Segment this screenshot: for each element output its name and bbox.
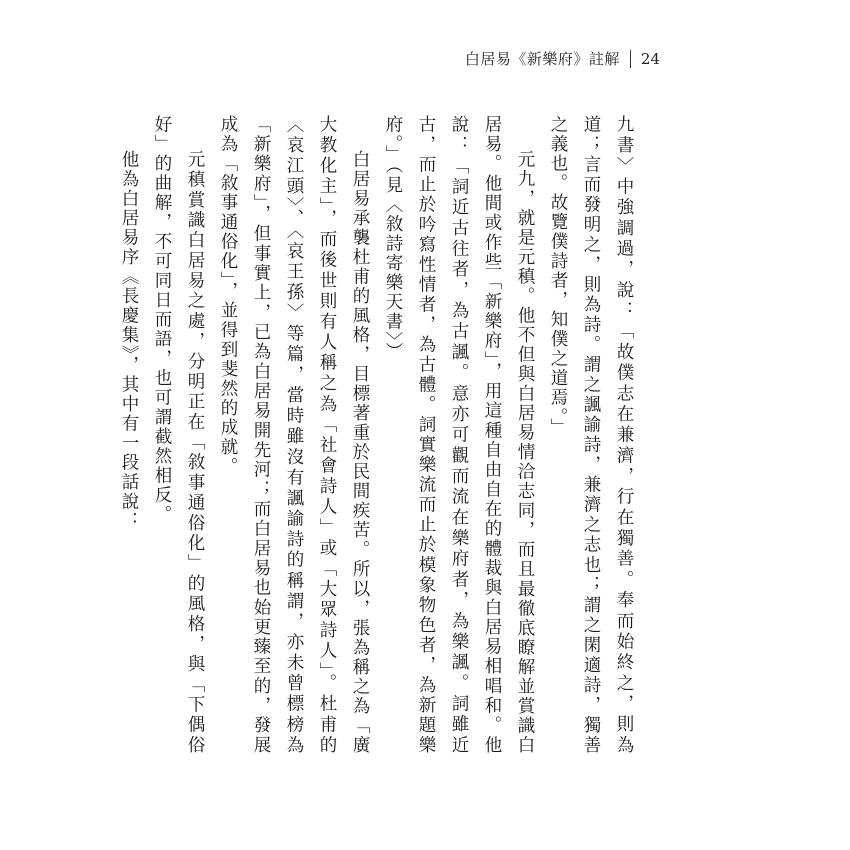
running-header [465, 48, 660, 69]
body-text [112, 115, 640, 755]
paragraph-du-fu-style: 白居易承襲杜甫的風格，目標著重於民間疾苦。所以，張為稱之為「廣大教化主」，而後世則有人稱之為「社會詩人」或「大眾詩人」。杜甫的〈哀江頭〉、〈哀王孫〉等篇，當時雖沒有諷諭詩的稱謂，亦未曾標榜為「新樂府」，但事實上，已為白居易開先河；而白居易也始更臻至的，發展成為「敘事通俗化」，並得到斐然的成就。 [218, 115, 370, 755]
header-title: 白居易《新樂府》註解 [464, 50, 620, 68]
paragraph-preface-intro: 他為白居易序《長慶集》，其中有一段話說： [119, 150, 139, 532]
header-divider [630, 50, 631, 68]
page-number: 24 [640, 49, 660, 68]
paragraph-appreciation: 元稹賞識白居易之處，分明正在「敘事通俗化」的風格，與「下偶俗好」的曲解，不可同日而語，也可謂截然相反。 [152, 115, 205, 755]
paragraph-quote-continuation: 九書〉中強調過，說：「故僕志在兼濟，行在獨善。奉而始終之，則為道；言而發明之，則為詩。謂之諷諭詩，兼濟之志也；謂之閑適詩，獨善之義也。故覽僕詩者，知僕之道焉。」 [548, 115, 634, 755]
paragraph-yuan-zhen: 元九，就是元稹。他不但與白居易情洽志同，而且最徹底瞭解並賞識白居易。他間或作些「新樂府」，用這種自由自在的體裁與白居易相唱和。他說：「詞近古往者，為古諷。意亦可觀而流在樂府者，為樂諷。詞雖近古，而止於吟寫性情者，為古體。詞實樂流而止於模象物色者，為新題樂府。」（見〈敘詩寄樂天書〉） [383, 115, 535, 755]
